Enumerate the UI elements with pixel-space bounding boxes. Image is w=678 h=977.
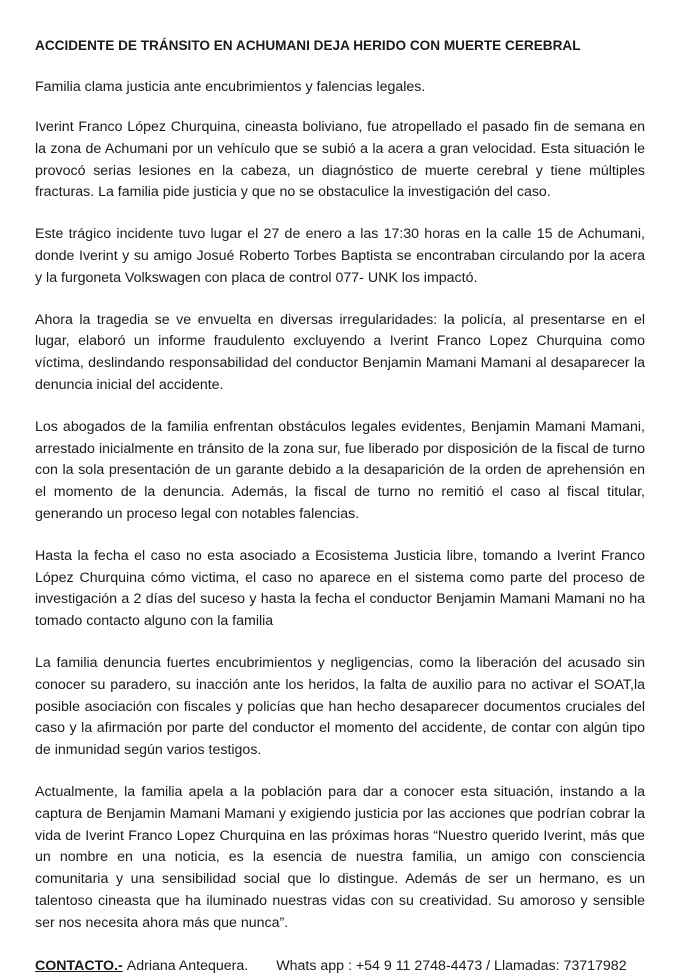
paragraph-6: La familia denuncia fuertes encubrimientos y negligencias, como la liberación del acusado sin conocer su paradero, su inacción ante los heridos, la falta de auxilio para no activar el SOAT,la posible asociación con fiscales y policías que han hecho desaparecer documentos cruciales del caso y la afirmación por parte del conductor el momento del accidente, de contar con algún tipo de inmunidad según varios testigos. [35, 654, 645, 759]
subheadline: Familia clama justicia ante encubrimientos y falencias legales. [35, 79, 426, 95]
paragraph-5: Hasta la fecha el caso no esta asociado a Ecosistema Justicia libre, tomando a Iverint Franco López Churquina cómo victima, el caso no aparece en el sistema como parte del proceso de investigación a 2 días del suceso y hasta la fecha el conductor Benjamin Mamani Mamani no ha tomado contacto alguno con la familia [35, 547, 645, 630]
headline: ACCIDENTE DE TRÁNSITO EN ACHUMANI DEJA HERIDO CON MUERTE CEREBRAL [35, 38, 581, 53]
document-page [35, 36, 645, 977]
paragraph-2: Este trágico incidente tuvo lugar el 27 de enero a las 17:30 horas en la calle 15 de Achumani, donde Iverint y su amigo Josué Roberto Torbes Baptista se encontraban circulando por la acera y la furgoneta Volkswagen con placa de control 077- UNK los impactó. [35, 226, 645, 286]
contact-name: Adriana Antequera. [126, 957, 249, 974]
contact-label: CONTACTO.- [35, 957, 123, 974]
paragraph-7: Actualmente, la familia apela a la población para dar a conocer esta situación, instando a la captura de Benjamin Mamani Mamani y exigiendo justicia por las acciones que podrían cobrar la vida de Iverint Franco Lopez Churquina en las próximas horas “Nuestro querido Iverint, más que un nombre en una noticia, es la esencia de nuestra familia, un amigo con consciencia comunitaria y una sensibilidad social que lo distingue. Además de ser un hermano, es un talentoso cineasta que ha iluminado nuestras vidas con su creatividad. Su amoroso y sensible ser nos necesita ahora más que nunca”. [35, 783, 645, 931]
contact-line [35, 955, 645, 977]
paragraph-1: Iverint Franco López Churquina, cineasta boliviano, fue atropellado el pasado fin de semana en la zona de Achumani por un vehículo que se subió a la acera a gran velocidad. Esta situación le provocó serias lesiones en la cabeza, un diagnóstico de muerte cerebral y tiene múltiples fracturas. La familia pide justicia y que no se obstaculice la investigación del caso. [35, 119, 645, 201]
paragraph-4: Los abogados de la familia enfrentan obstáculos legales evidentes, Benjamin Mamani Mamani, arrestado inicialmente en tránsito de la zona sur, fue liberado por disposición de la fiscal de turno con la sola presentación de un garante debido a la desaparición de la orden de aprehensión en el momento de la denuncia. Además, la fiscal de turno no remitió el caso al fiscal titular, generando un proceso legal con notables falencias. [35, 418, 645, 522]
contact-phones: Whats app : +54 9 11 2748-4473 / Llamadas: 73717982 [276, 957, 627, 974]
paragraph-3: Ahora la tragedia se ve envuelta en diversas irregularidades: la policía, al presentarse en el lugar, elaboró un informe fraudulento excluyendo a Iverint Franco Lopez Churquina como víctima, deslindando responsabilidad del conductor Benjamin Mamani Mamani al desaparecer la denuncia inicial del accidente. [35, 311, 645, 393]
